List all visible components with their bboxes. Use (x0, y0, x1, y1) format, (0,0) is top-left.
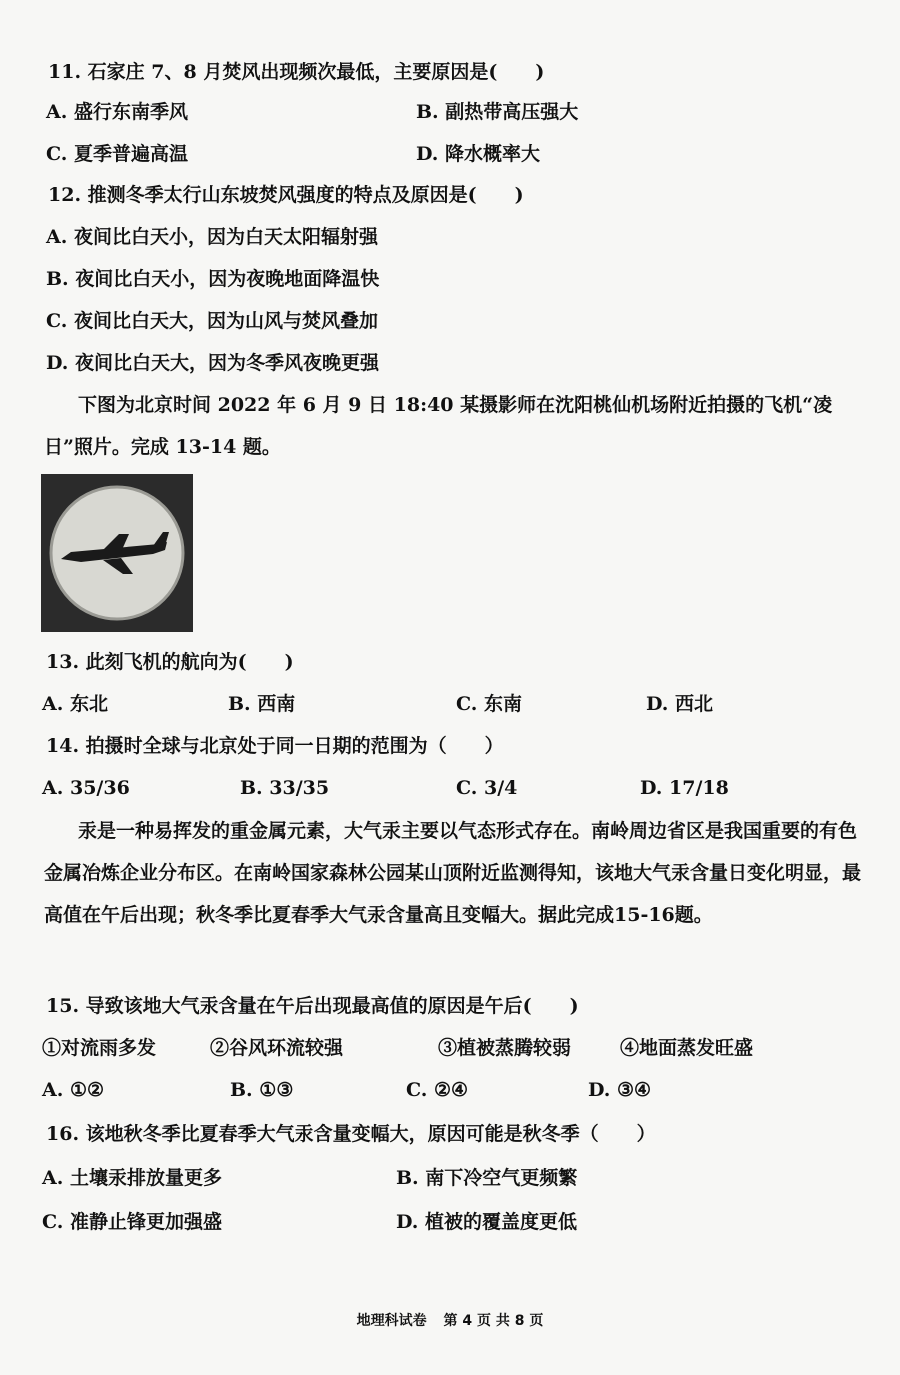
q13-stem: 13. 此刻飞机的航向为( ) (46, 651, 294, 673)
q15-option-c: C. ②④ (406, 1079, 469, 1101)
q15-option-a: A. ①② (42, 1079, 105, 1101)
q16-option-c: C. 准静止锋更加强盛 (42, 1211, 223, 1233)
q11-option-d: D. 降水概率大 (416, 143, 541, 165)
q16-stem: 16. 该地秋冬季比夏春季大气汞含量变幅大，原因可能是秋冬季（ ） (46, 1123, 656, 1145)
footer-subject: 地理科试卷 (356, 1313, 427, 1329)
q13-option-a: A. 东北 (42, 693, 108, 715)
q11-stem: 11. 石家庄 7、8 月焚风出现频次最低，主要原因是( ) (48, 61, 545, 83)
q12-option-b: B. 夜间比白天小，因为夜晚地面降温快 (46, 268, 380, 290)
q13-option-c: C. 东南 (456, 693, 523, 715)
plane-transit-photo (41, 474, 193, 632)
q13-option-d: D. 西北 (646, 693, 714, 715)
q15-option-d: D. ③④ (588, 1079, 652, 1101)
q13-option-b: B. 西南 (228, 693, 296, 715)
q14-stem: 14. 拍摄时全球与北京处于同一日期的范围为（ ） (46, 735, 504, 757)
q15-stem: 15. 导致该地大气汞含量在午后出现最高值的原因是午后( ) (46, 995, 579, 1017)
q16-option-b: B. 南下冷空气更频繁 (396, 1167, 578, 1189)
q15-statement-2: ②谷风环流较强 (210, 1037, 344, 1059)
q14-option-b: B. 33/35 (240, 777, 330, 799)
q14-option-d: D. 17/18 (640, 777, 729, 799)
q12-option-c: C. 夜间比白天大，因为山风与焚风叠加 (46, 310, 379, 332)
page-footer (0, 1310, 900, 1330)
plane-transit-image (41, 474, 193, 632)
q15-option-b: B. ①③ (230, 1079, 294, 1101)
q15-statement-1: ①对流雨多发 (42, 1037, 157, 1059)
footer-page-number: 第 4 页 共 8 页 (443, 1313, 544, 1329)
q14-option-a: A. 35/36 (42, 777, 130, 799)
intro-15-16: 汞是一种易挥发的重金属元素，大气汞主要以气态形式存在。南岭周边省区是我国重要的有色金属冶炼企业分布区。在南岭国家森林公园某山顶附近监测得知，该地大气汞含量日变化明显，最高值在午后出现；秋冬季比夏春季大气汞含量高且变幅大。据此完成15-16题。 (44, 820, 862, 926)
q14-option-c: C. 3/4 (456, 777, 518, 799)
q15-statement-4: ④地面蒸发旺盛 (620, 1037, 754, 1059)
q16-option-d: D. 植被的覆盖度更低 (396, 1211, 578, 1233)
q16-option-a: A. 土壤汞排放量更多 (42, 1167, 222, 1189)
q12-option-d: D. 夜间比白天大，因为冬季风夜晚更强 (46, 352, 380, 374)
intro-13-14: 下图为北京时间 2022 年 6 月 9 日 18:40 某摄影师在沈阳桃仙机场附近拍摄的飞机“凌日”照片。完成 13-14 题。 (44, 394, 833, 458)
q15-statement-3: ③植被蒸腾较弱 (438, 1037, 572, 1059)
q12-option-a: A. 夜间比白天小，因为白天太阳辐射强 (46, 226, 378, 248)
q11-option-a: A. 盛行东南季风 (46, 101, 188, 123)
q11-option-c: C. 夏季普遍高温 (46, 143, 189, 165)
q12-stem: 12. 推测冬季太行山东坡焚风强度的特点及原因是( ) (48, 184, 524, 206)
q11-option-b: B. 副热带高压强大 (416, 101, 579, 123)
